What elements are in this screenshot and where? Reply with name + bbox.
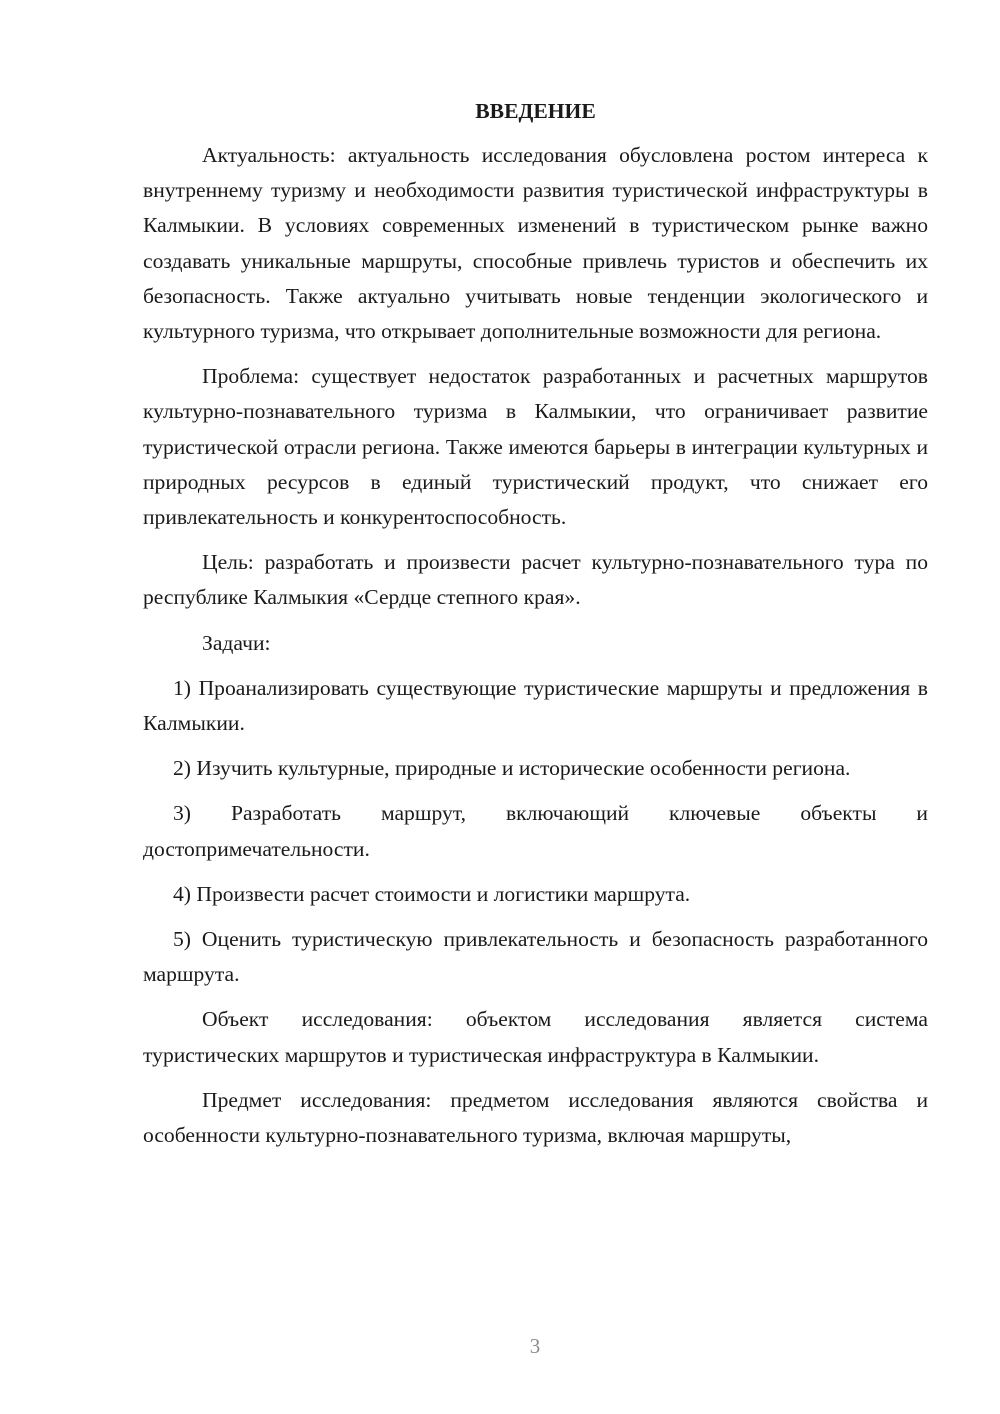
paragraph-goal: Цель: разработать и произвести расчет культурно-познавательного тура по республике Калмыкия «Сердце степного края». [143, 550, 928, 610]
paragraph-tasks-label: Задачи: [202, 630, 271, 655]
paragraph-subject: Предмет исследования: предметом исследования являются свойства и особенности культурно-познавательного туризма, включая маршруты, [143, 1087, 928, 1148]
task-item-1: 1) Проанализировать существующие туристические маршруты и предложения в Калмыкии. [143, 675, 928, 736]
paragraph-relevance: Актуальность: актуальность исследования обусловлена ростом интереса к внутреннему туризму и необходимости развития туристической инфраструктуры в Калмыкии. В условиях современных изменений в туристическом рынке важно создавать уникальные маршруты, способные привлечь туристов и обеспечить их безопасность. Также актуально учитывать новые тенденции экологического и культурного туризма, что открывает дополнительные возможности для региона. [143, 143, 928, 344]
paragraph-object: Объект исследования: объектом исследования является система туристических маршрутов и туристическая инфраструктура в Калмыкии. [143, 1007, 928, 1067]
task-item-4: 4) Произвести расчет стоимости и логистики маршрута. [173, 881, 691, 906]
task-item-3: 3) Разработать маршрут, включающий ключевые объекты и достопримечательности. [143, 801, 928, 861]
document-heading: ВВЕДЕНИЕ [475, 99, 596, 123]
task-item-5: 5) Оценить туристическую привлекательность и безопасность разработанного маршрута. [143, 927, 928, 987]
task-item-2: 2) Изучить культурные, природные и исторические особенности региона. [173, 756, 851, 781]
paragraph-problem: Проблема: существует недостаток разработанных и расчетных маршрутов культурно-познавательного туризма в Калмыкии, что ограничивает развитие туристической отрасли региона. Также имеются барьеры в интеграции культурных и природных ресурсов в единый туристический продукт, что снижает его привлекательность и конкурентоспособность. [143, 364, 928, 530]
document-page [143, 96, 928, 1163]
page-number: 3 [529, 1334, 541, 1358]
